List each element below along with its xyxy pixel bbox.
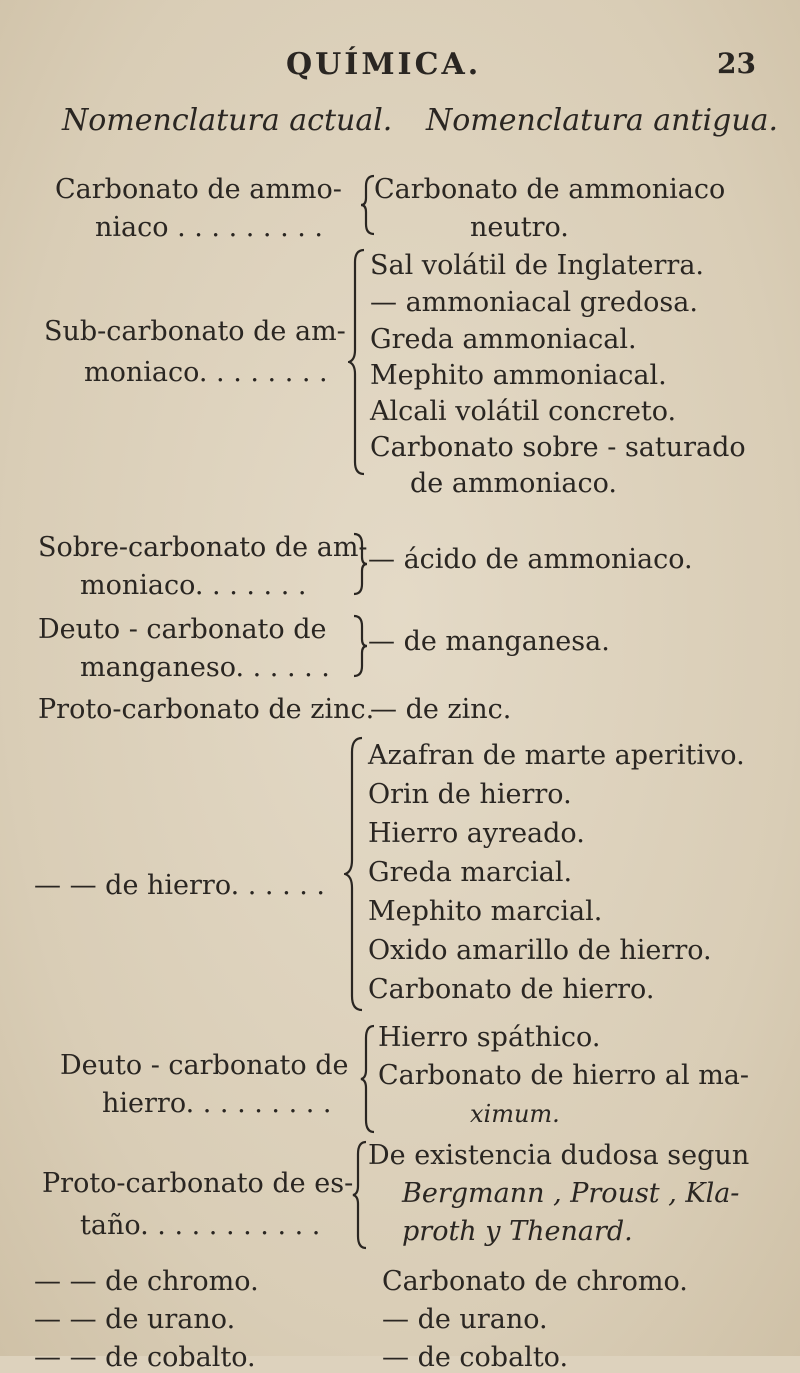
entry-7-right-line-3: ximum. [470, 1100, 560, 1128]
brace-7 [360, 1024, 376, 1134]
entry-1-right-line-2: neutro. [470, 212, 569, 243]
entry-6-right-line-2: Orin de hierro. [368, 779, 572, 810]
entry-10-left-line-1: — — de urano. [34, 1304, 236, 1335]
entry-6-right-line-1: Azafran de marte aperitivo. [368, 740, 745, 771]
page-number: 23 [717, 47, 756, 80]
running-title: QUÍMICA. [286, 47, 482, 82]
entry-4-right-line-1: — de manganesa. [368, 626, 610, 657]
entry-4-left-line-1: Deuto - carbonato de [38, 614, 327, 645]
entry-2-left-line-2: moniaco. . . . . . . . [84, 357, 328, 388]
entry-7-right-line-1: Hierro spáthico. [378, 1022, 601, 1053]
entry-7-right-line-2: Carbonato de hierro al ma- [378, 1060, 750, 1091]
entry-3-left-line-2: moniaco. . . . . . . [80, 570, 307, 601]
entry-8-left-line-2: taño. . . . . . . . . . . [80, 1210, 321, 1241]
entry-7-left-line-1: Deuto - carbonato de [60, 1050, 349, 1081]
entry-6-right-line-5: Mephito marcial. [368, 896, 603, 927]
entry-8-right-line-3: proth y Thenard. [402, 1216, 633, 1247]
column-heading-right: Nomenclatura antigua. [426, 103, 779, 138]
brace-6 [344, 736, 364, 1012]
entry-3-right-line-1: — ácido de ammoniaco. [368, 544, 693, 575]
entry-1-right-line-1: Carbonato de ammoniaco [374, 174, 726, 205]
entry-5-left-line-1: Proto-carbonato de zinc. [38, 694, 375, 725]
entry-6-right-line-4: Greda marcial. [368, 857, 573, 888]
entry-1-left-line-1: Carbonato de ammo- [55, 174, 342, 205]
entry-2-right-line-5: Alcali volátil concreto. [370, 396, 677, 427]
entry-7-left-line-2: hierro. . . . . . . . . [102, 1088, 332, 1119]
entry-2-right-line-7: de ammoniaco. [410, 468, 618, 499]
entry-6-right-line-3: Hierro ayreado. [368, 818, 585, 849]
entry-5-right-line-1: — de zinc. [370, 694, 512, 725]
entry-6-right-line-7: Carbonato de hierro. [368, 974, 655, 1005]
entry-3-left-line-1: Sobre-carbonato de am- [38, 532, 368, 563]
brace-8 [352, 1140, 368, 1250]
entry-10-right-line-1: — de urano. [382, 1304, 548, 1335]
entry-9-right-line-1: Carbonato de chromo. [382, 1266, 688, 1297]
entry-4-left-line-2: manganeso. . . . . . [80, 652, 330, 683]
brace-4 [352, 614, 368, 678]
column-heading-left: Nomenclatura actual. [62, 103, 393, 138]
entry-6-right-line-6: Oxido amarillo de hierro. [368, 935, 712, 966]
entry-11-left-line-1: — — de cobalto. [34, 1342, 256, 1373]
entry-9-left-line-1: — — de chromo. [34, 1266, 259, 1297]
entry-8-right-line-1: De existencia dudosa segun [368, 1140, 750, 1171]
entry-11-right-line-1: — de cobalto. [382, 1342, 569, 1373]
entry-2-right-line-1: Sal volátil de Inglaterra. [370, 250, 704, 281]
entry-2-right-line-2: — ammoniacal gredosa. [370, 287, 698, 318]
entry-8-left-line-1: Proto-carbonato de es- [42, 1168, 354, 1199]
entry-2-right-line-4: Mephito ammoniacal. [370, 360, 667, 391]
brace-2 [348, 248, 366, 476]
entry-8-right-line-2: Bergmann , Proust , Kla- [402, 1178, 740, 1209]
entry-2-right-line-3: Greda ammoniacal. [370, 324, 637, 355]
entry-6-left-line-1: — — de hierro. . . . . . [34, 870, 326, 901]
entry-2-left-line-1: Sub-carbonato de am- [44, 316, 346, 347]
entry-2-right-line-6: Carbonato sobre - saturado [370, 432, 746, 463]
brace-3 [352, 532, 368, 596]
entry-1-left-line-2: niaco . . . . . . . . . [95, 212, 323, 243]
